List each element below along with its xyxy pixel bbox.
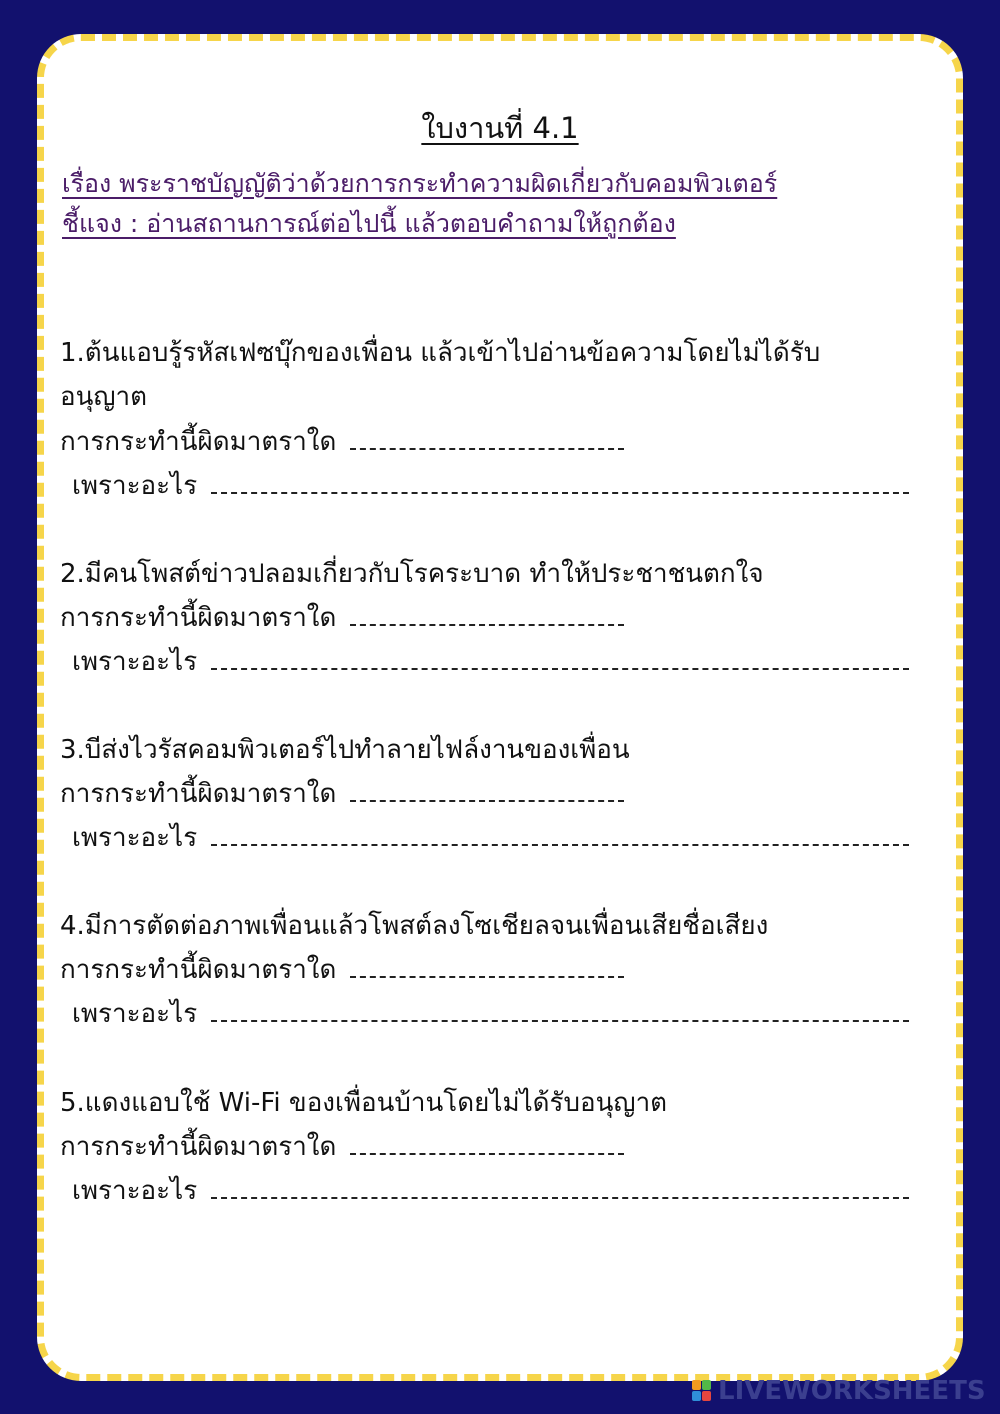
- worksheet-title: ใบงานที่ 4.1: [421, 111, 579, 145]
- section-label: การกระทำนี้ผิดมาตราใด: [60, 955, 337, 985]
- section-label: การกระทำนี้ผิดมาตราใด: [60, 427, 337, 457]
- reason-answer-blank[interactable]: [211, 472, 909, 494]
- question-2-reason-row: [72, 640, 909, 684]
- worksheet-instruction: ชี้แจง : อ่านสถานการณ์ต่อไปนี้ แล้วตอบคำถามให้ถูกต้อง: [62, 209, 676, 238]
- question-5-text: 5.แดงแอบใช้ Wi-Fi ของเพื่อนบ้านโดยไม่ได้รับอนุญาต: [60, 1088, 668, 1118]
- section-label: การกระทำนี้ผิดมาตราใด: [60, 1132, 337, 1162]
- reason-label: เพราะอะไร: [72, 1176, 198, 1206]
- question-3-reason-row: [72, 816, 909, 860]
- section-answer-blank[interactable]: [350, 956, 624, 978]
- question-2-text: 2.มีคนโพสต์ข่าวปลอมเกี่ยวกับโรคระบาด ทำให้ประชาชนตกใจ: [60, 559, 764, 589]
- section-answer-blank[interactable]: [350, 1133, 624, 1155]
- question-1-reason-row: [72, 464, 909, 508]
- reason-answer-blank[interactable]: [211, 648, 909, 670]
- liveworksheets-mark-icon: [692, 1380, 712, 1402]
- liveworksheets-brand-text: LIVEWORKSHEETS: [718, 1376, 986, 1406]
- section-answer-blank[interactable]: [350, 604, 624, 626]
- reason-label: เพราะอะไร: [72, 823, 198, 853]
- liveworksheets-logo[interactable]: [692, 1376, 986, 1406]
- reason-label: เพราะอะไร: [72, 471, 198, 501]
- reason-answer-blank[interactable]: [211, 1177, 909, 1199]
- reason-answer-blank[interactable]: [211, 1000, 909, 1022]
- section-label: การกระทำนี้ผิดมาตราใด: [60, 603, 337, 633]
- reason-label: เพราะอะไร: [72, 999, 198, 1029]
- section-answer-blank[interactable]: [350, 428, 624, 450]
- section-answer-blank[interactable]: [350, 780, 624, 802]
- question-4-text: 4.มีการตัดต่อภาพเพื่อนแล้วโพสต์ลงโซเชียลจนเพื่อนเสียชื่อเสียง: [60, 911, 769, 941]
- question-3-section-row: [60, 772, 624, 816]
- question-3-text: 3.บีส่งไวรัสคอมพิวเตอร์ไปทำลายไฟล์งานของเพื่อน: [60, 735, 630, 765]
- worksheet-topic: เรื่อง พระราชบัญญัติว่าด้วยการกระทำความผิดเกี่ยวกับคอมพิวเตอร์: [62, 169, 778, 198]
- section-label: การกระทำนี้ผิดมาตราใด: [60, 779, 337, 809]
- question-1-section-row: [60, 420, 624, 464]
- reason-answer-blank[interactable]: [211, 824, 909, 846]
- question-5-section-row: [60, 1125, 624, 1169]
- question-2-section-row: [60, 596, 624, 640]
- question-1-text-cont: อนุญาต: [60, 382, 148, 412]
- reason-label: เพราะอะไร: [72, 647, 198, 677]
- question-4-section-row: [60, 948, 624, 992]
- question-4-reason-row: [72, 992, 909, 1036]
- question-1-text: 1.ต้นแอบรู้รหัสเฟซบุ๊กของเพื่อน แล้วเข้าไปอ่านข้อความโดยไม่ได้รับ: [60, 338, 821, 368]
- question-5-reason-row: [72, 1169, 909, 1213]
